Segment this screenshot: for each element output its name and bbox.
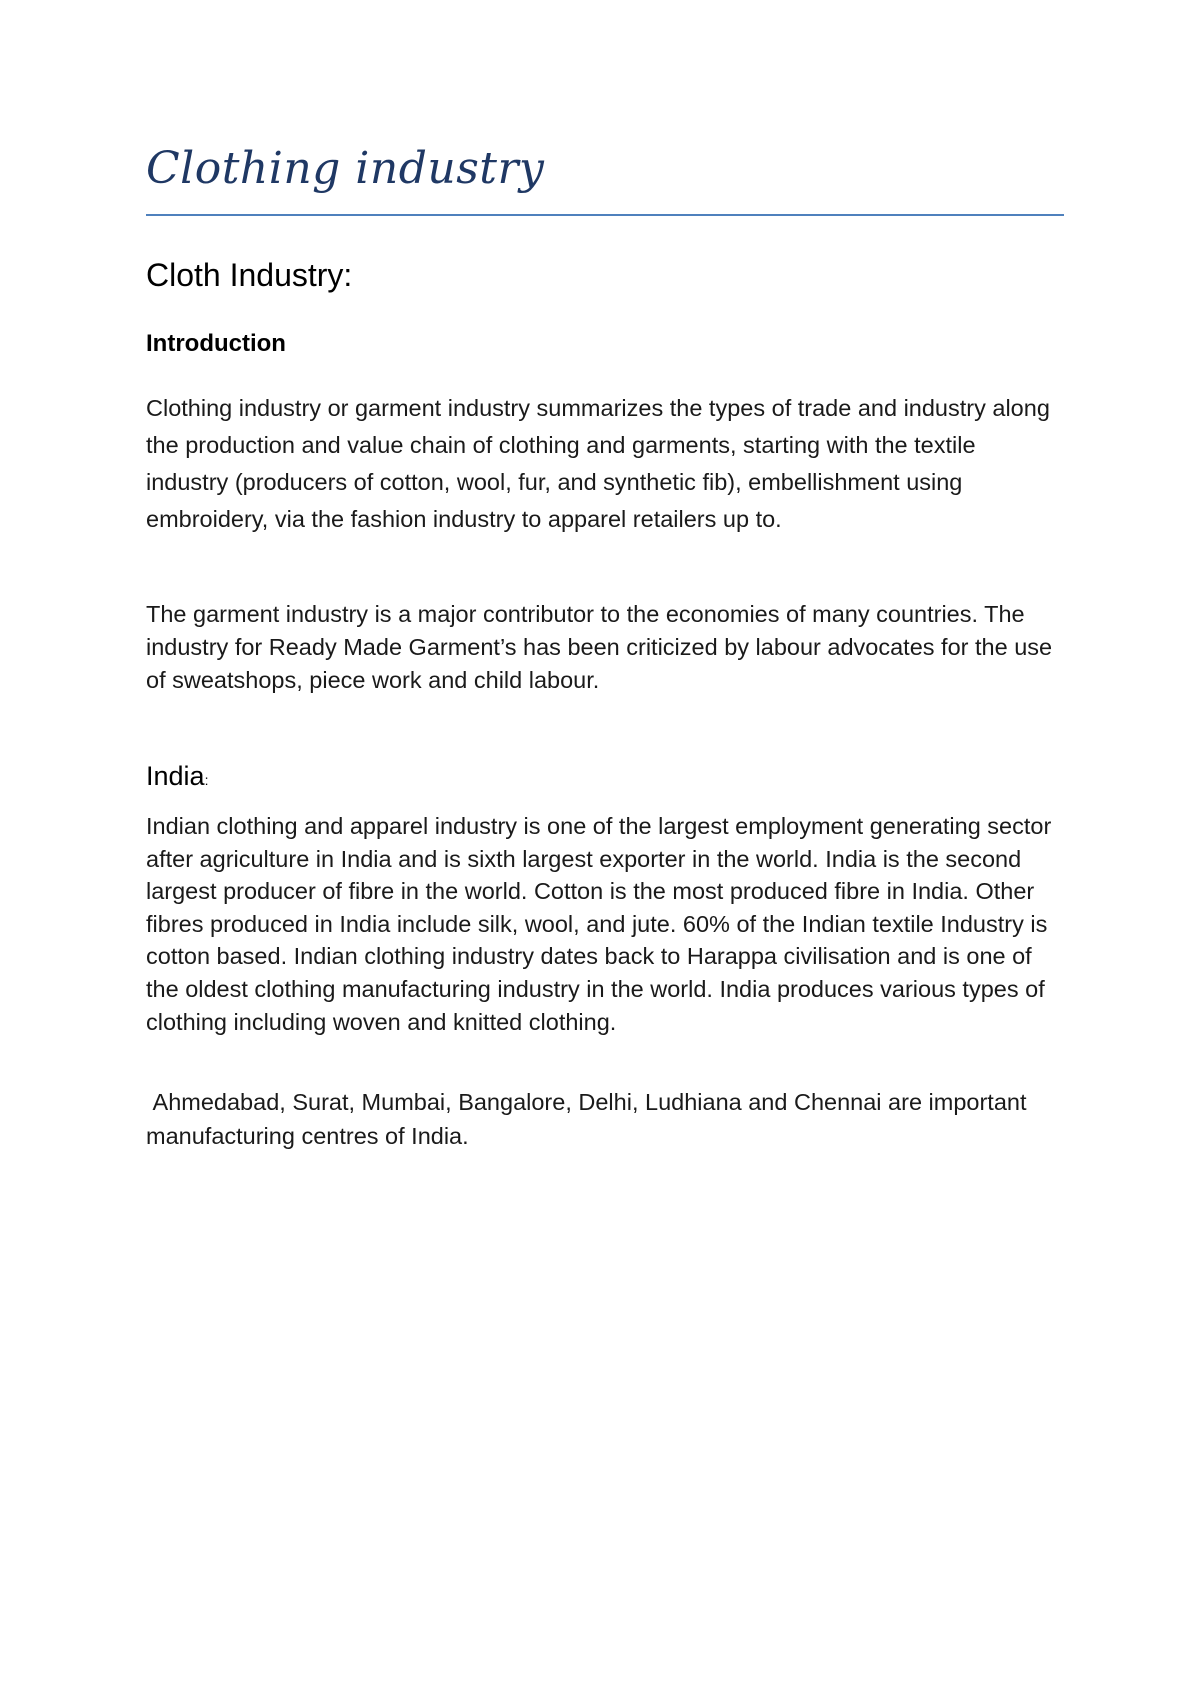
india-heading [146, 760, 208, 792]
introduction-heading: Introduction [146, 330, 286, 357]
section-heading: Cloth Industry: [146, 257, 353, 293]
india-heading-colon: : [204, 772, 209, 788]
india-heading-text: India [146, 761, 205, 791]
introduction-paragraph: Clothing industry or garment industry summarizes the types of trade and industry along the production and value chain of clothing and garments, starting with the textile industry (producers of cotton, wool, fur, and synthetic fib), embellishment using embroidery, via the fashion industry to apparel retailers up to. [146, 395, 1050, 532]
document-title: Clothing industry [146, 143, 545, 194]
india-paragraph: Indian clothing and apparel industry is one of the largest employment generating sector after agriculture in India and is sixth largest exporter in the world. India is the second largest producer of fibre in the world. Cotton is the most produced fibre in India. Other fibres produced in India include silk, wool, and jute. 60% of the Indian textile Industry is cotton based. Indian clothing industry dates back to Harappa civilisation and is one of the oldest clothing manufacturing industry in the world. India produces various types of clothing including woven and knitted clothing. [146, 813, 1052, 1035]
manufacturing-centres-paragraph: Ahmedabad, Surat, Mumbai, Bangalore, Delhi, Ludhiana and Chennai are important manufacturing centres of India. [146, 1089, 1034, 1149]
garment-industry-paragraph: The garment industry is a major contributor to the economies of many countries. The industry for Ready Made Garment’s has been criticized by labour advocates for the use of sweatshops, piece work and child labour. [146, 601, 1053, 693]
title-underline [146, 214, 1064, 216]
